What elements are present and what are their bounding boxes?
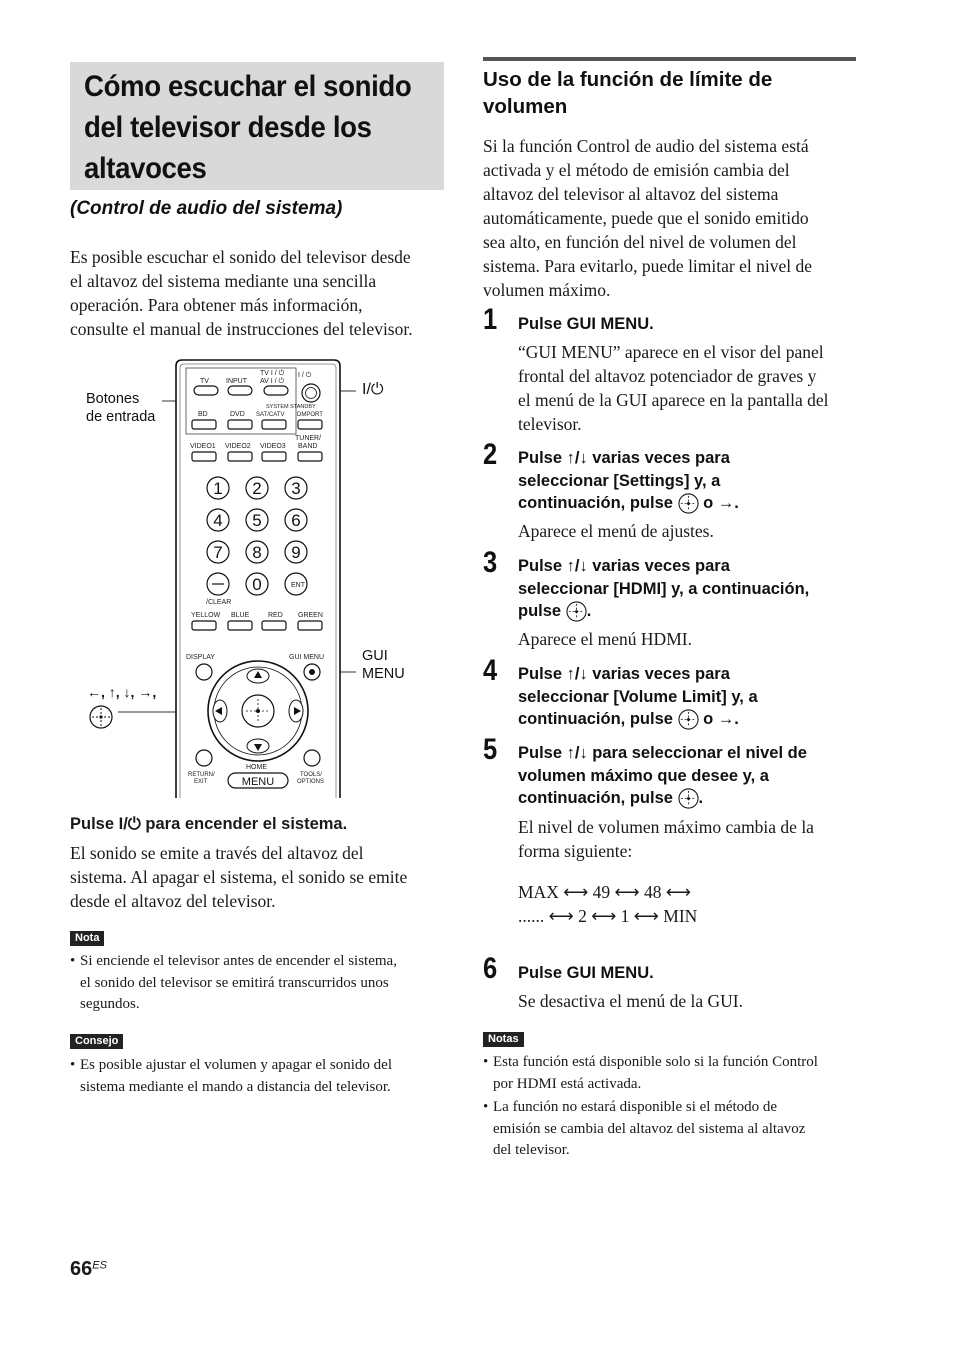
- intro-line: Si la función Control de audio del sistema está: [483, 136, 809, 156]
- nota-line: Si enciende el televisor antes de encender el sistema,: [80, 953, 397, 969]
- step-instruction: [518, 447, 863, 515]
- callout-arrows: ←, ↑, ↓, →,: [87, 684, 157, 700]
- step-body: Aparece el menú HDMI.: [518, 629, 692, 649]
- remote-label-blue: BLUE: [231, 612, 250, 619]
- step-instruction-line: seleccionar [Volume Limit] y, a: [518, 687, 758, 706]
- remote-label-clear: /CLEAR: [206, 599, 232, 606]
- step-number: 6: [483, 952, 498, 985]
- callout-line: Botones: [86, 391, 140, 407]
- bullet-dot: •: [70, 953, 76, 969]
- page-title-box: [70, 62, 444, 190]
- step-instruction-line: seleccionar [HDMI] y, a continuación,: [518, 579, 810, 598]
- remote-label-input: INPUT: [226, 378, 247, 385]
- step-instruction: Pulse GUI MENU.: [518, 964, 654, 982]
- digit-6: 6: [291, 511, 301, 530]
- step-body-line: El nivel de volumen máximo cambia de la: [518, 817, 814, 837]
- step-instruction-line: Pulse ↑/↓ varias veces para: [518, 449, 730, 467]
- step-body: Aparece el menú de ajustes.: [518, 521, 714, 541]
- step-instruction: [518, 742, 863, 810]
- intro-paragraph: [70, 245, 448, 341]
- enter-circle-icon: [678, 493, 699, 514]
- step-instruction-line: .: [586, 602, 592, 620]
- step-number: 4: [483, 654, 498, 687]
- remote-label-menu: MENU: [241, 776, 275, 788]
- remote-tv-button: [194, 386, 218, 395]
- remote-dpad: [208, 661, 308, 761]
- enter-circle-icon: [566, 601, 587, 622]
- enter-circle-icon: [88, 704, 114, 730]
- page-title-line: Cómo escuchar el sonido: [84, 70, 412, 103]
- bullet-dot: •: [70, 1057, 76, 1073]
- step-body: Se desactiva el menú de la GUI.: [518, 991, 743, 1011]
- remote-label-dvd: DVD: [230, 411, 245, 418]
- step-instruction-line: Pulse ↑/↓ para seleccionar el nivel de: [518, 744, 807, 762]
- enter-circle-icon: [678, 788, 699, 809]
- remote-av-button: [264, 386, 288, 395]
- section-heading-line: Uso de la función de límite de: [483, 68, 773, 91]
- remote-label-satcatv: SAT/CATV: [256, 412, 285, 418]
- notas-bullet: [483, 1052, 863, 1098]
- remote-label-band: BAND: [298, 443, 318, 450]
- nota-line: segundos.: [80, 996, 140, 1012]
- power-step-heading: Pulse I/⏻ para encender el sistema.: [70, 815, 348, 833]
- step-number: 2: [483, 438, 498, 471]
- page-title-line: altavoces: [84, 152, 207, 185]
- step-number: 5: [483, 733, 498, 766]
- step-instruction: Pulse GUI MENU.: [518, 315, 654, 333]
- page-number-value: 66: [70, 1258, 93, 1280]
- intro-line: el altavoz del sistema mediante una sencilla: [70, 271, 377, 291]
- step-instruction-line: pulse: [518, 602, 562, 620]
- page-subtitle: (Control de audio del sistema): [70, 198, 343, 219]
- section-heading: [483, 66, 863, 120]
- remote-label-bd: BD: [198, 411, 208, 418]
- digit-3: 3: [291, 479, 301, 498]
- remote-input-button: [228, 386, 252, 395]
- notas-line: del televisor.: [493, 1142, 570, 1158]
- step-body-line: “GUI MENU” aparece en el visor del panel: [518, 342, 824, 362]
- step-body-line: el menú de la GUI aparece en la pantalla del: [518, 390, 829, 410]
- volume-sequence-line: MAX ⟷ 49 ⟷ 48 ⟷: [518, 882, 691, 902]
- callout-line: MENU: [362, 666, 405, 682]
- nota-block: [70, 928, 104, 946]
- intro-line: sea alto, en función del nivel de volumen del: [483, 232, 797, 252]
- intro-line: altavoz del televisor al altavoz del sistema: [483, 184, 779, 204]
- step-number: 3: [483, 546, 498, 579]
- remote-label-video3: VIDEO3: [260, 443, 286, 450]
- digit-4: 4: [213, 511, 223, 530]
- bullet-dot: •: [483, 1099, 489, 1115]
- intro-line: sistema. Para evitarlo, puede limitar el nivel de: [483, 256, 812, 276]
- remote-label-system-standby: SYSTEM STANDBY: [266, 404, 316, 410]
- step-body-line: televisor.: [518, 414, 582, 434]
- page-title: [84, 66, 415, 189]
- remote-label-display: DISPLAY: [186, 654, 216, 661]
- intro-line: volumen máximo.: [483, 280, 611, 300]
- remote-label-return: RETURN/: [188, 772, 215, 778]
- consejo-line: Es posible ajustar el volumen y apagar el sonido del: [80, 1057, 393, 1073]
- notas-line: por HDMI está activada.: [493, 1075, 642, 1092]
- volume-sequence: [518, 880, 863, 928]
- remote-label-yellow: YELLOW: [191, 612, 221, 619]
- section-rule: [483, 57, 856, 61]
- step-instruction-line: o →.: [703, 710, 739, 728]
- enter-circle-icon: [678, 709, 699, 730]
- remote-label-green: GREEN: [298, 612, 323, 619]
- digit-7: 7: [213, 543, 223, 562]
- right-intro-paragraph: [483, 134, 855, 302]
- digit-1: 1: [213, 479, 223, 498]
- remote-label-tools: TOOLS/: [300, 772, 322, 778]
- step-instruction-line: continuación, pulse: [518, 789, 673, 807]
- step-instruction-line: Pulse ↑/↓ varias veces para: [518, 557, 730, 575]
- remote-label-options: OPTIONS: [297, 779, 325, 785]
- step-instruction: [518, 555, 863, 623]
- remote-label-video2: VIDEO2: [225, 443, 251, 450]
- nota-line: el sonido del televisor se emitirá transcurridos unos: [80, 974, 389, 991]
- power-line: sistema. Al apagar el sistema, el sonido se emite: [70, 867, 408, 887]
- digit-2: 2: [252, 479, 262, 498]
- remote-label-power: I / ⏻: [298, 372, 312, 379]
- page-number-suffix: ES: [92, 1259, 107, 1272]
- nota-bullet: [70, 951, 450, 1021]
- power-line: desde el altavoz del televisor.: [70, 891, 276, 911]
- digit-0: 0: [252, 575, 262, 594]
- digit-5: 5: [252, 511, 262, 530]
- remote-label-av-power: AV I / ⏻: [260, 378, 285, 385]
- notas-label: Notas: [483, 1032, 524, 1047]
- callout-line: GUI: [362, 648, 388, 664]
- remote-digit-pad: [206, 477, 307, 606]
- remote-label-exit: EXIT: [194, 779, 208, 785]
- step-instruction-line: .: [698, 789, 704, 807]
- step-body: [518, 815, 863, 863]
- page-number: [70, 1258, 107, 1281]
- step-instruction-line: Pulse ↑/↓ varias veces para: [518, 665, 730, 683]
- callout-gui-menu: [362, 647, 405, 683]
- power-line: El sonido se emite a través del altavoz del: [70, 843, 364, 863]
- remote-power-button: [302, 384, 320, 402]
- step-instruction: [518, 663, 863, 731]
- step-instruction-line: o →.: [703, 494, 739, 512]
- intro-line: automáticamente, puede que el sonido emitido: [483, 208, 809, 228]
- step-instruction-line: continuación, pulse: [518, 710, 673, 728]
- remote-label-video1: VIDEO1: [190, 443, 216, 450]
- intro-line: consulte el manual de instrucciones del televisor.: [70, 319, 413, 339]
- remote-label-tv: TV: [200, 378, 209, 385]
- power-paragraph: [70, 841, 448, 913]
- remote-label-ent: ENT: [291, 582, 305, 589]
- step-instruction-line: seleccionar [Settings] y, a: [518, 471, 721, 490]
- bullet-dot: •: [483, 1054, 489, 1070]
- step-instruction-line: continuación, pulse: [518, 494, 673, 512]
- remote-label-tv-power: TV I / ⏻: [260, 370, 285, 377]
- digit-9: 9: [291, 543, 301, 562]
- remote-label-red: RED: [268, 612, 283, 619]
- step-instruction-line: volumen máximo que desee y, a: [518, 766, 769, 785]
- notas-line: La función no estará disponible si el método de: [493, 1099, 778, 1115]
- callout-line: de entrada: [86, 409, 156, 425]
- step-body-line: frontal del altavoz potenciador de graves y: [518, 366, 817, 386]
- notas-block: [483, 1029, 524, 1047]
- step-body: [518, 340, 863, 436]
- digit-8: 8: [252, 543, 262, 562]
- callout-power: I/⏻: [362, 381, 384, 398]
- consejo-line: sistema mediante el mando a distancia del televisor.: [80, 1078, 391, 1095]
- step-number: 1: [483, 303, 498, 336]
- section-heading-line: volumen: [483, 95, 568, 118]
- notas-line: emisión se cambia del altavoz del sistema al altavoz: [493, 1120, 806, 1137]
- page-title-line: del televisor desde los: [84, 111, 372, 144]
- remote-control-illustration: [174, 358, 342, 798]
- consejo-block: [70, 1031, 123, 1049]
- remote-label-tuner: TUNER/: [295, 435, 322, 442]
- intro-line: Es posible escuchar el sonido del televisor desde: [70, 247, 411, 267]
- step-body-line: forma siguiente:: [518, 841, 633, 861]
- remote-label-dmport: DMPORT: [297, 412, 323, 418]
- consejo-label: Consejo: [70, 1034, 123, 1049]
- consejo-bullet: [70, 1055, 450, 1105]
- volume-sequence-line: ...... ⟷ 2 ⟷ 1 ⟷ MIN: [518, 906, 698, 926]
- notas-bullet: [483, 1097, 863, 1167]
- remote-label-home: HOME: [246, 764, 267, 771]
- callout-input-buttons: [86, 390, 155, 426]
- intro-line: activada y el método de emisión cambia del: [483, 160, 790, 180]
- notas-line: Esta función está disponible solo si la función Control: [493, 1054, 818, 1070]
- remote-label-gui-menu: GUI MENU: [289, 654, 324, 661]
- intro-line: operación. Para obtener más información,: [70, 295, 363, 315]
- nota-label: Nota: [70, 931, 104, 946]
